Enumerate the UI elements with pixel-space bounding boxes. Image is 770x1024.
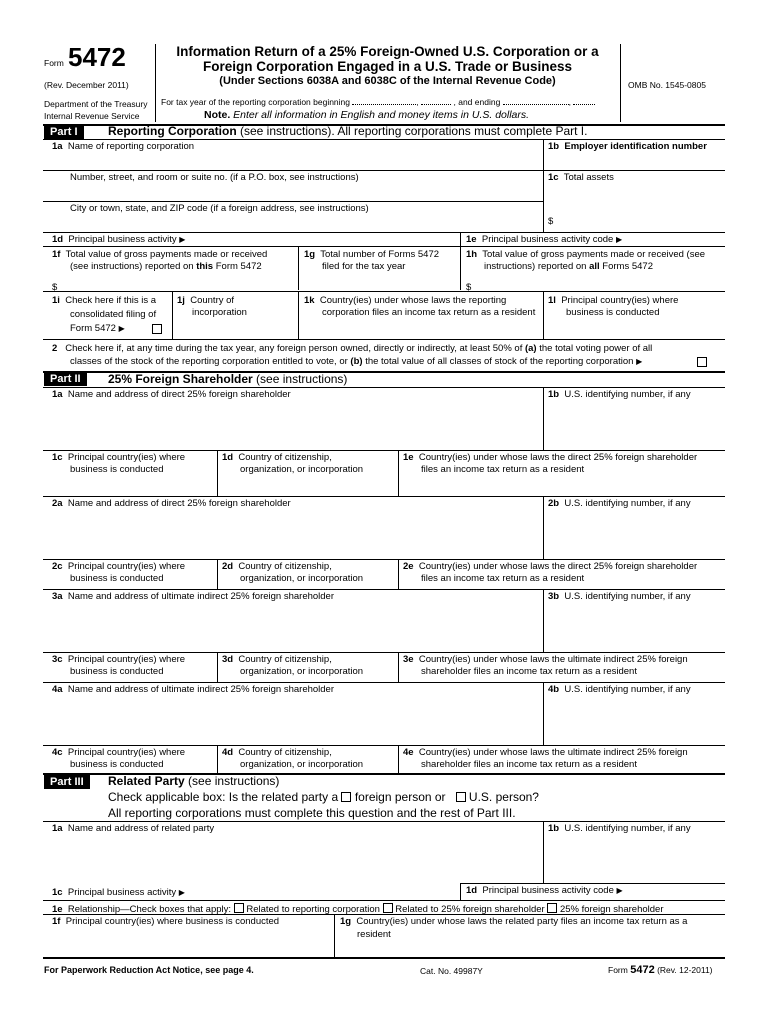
shareholder-name-label: 1a Name and address of direct 25% foreign shareholder (52, 389, 291, 400)
col-divider (298, 246, 299, 290)
department-line2: Internal Revenue Service (44, 111, 140, 121)
shareholder-citizenship-label2: organization, or incorporation (240, 573, 364, 584)
shareholder-country-label: 2c Principal country(ies) where (52, 561, 186, 572)
part1-tag: Part I (44, 125, 84, 139)
rule (43, 652, 725, 653)
shareholder-name-input[interactable] (70, 697, 540, 742)
rule (43, 589, 725, 590)
note-text: Enter all information in English and money items in U.S. dollars. (233, 109, 530, 121)
shareholder-id-label: 2b U.S. identifying number, if any (548, 498, 691, 509)
field-1e-label: 1e Principal business activity code ▶ (466, 234, 623, 245)
shareholder-country-label2: business is conducted (70, 573, 164, 584)
col-divider (543, 387, 544, 450)
shareholder-citizenship-label: 3d Country of citizenship, (222, 654, 332, 665)
consolidated-filing-checkbox[interactable] (152, 324, 162, 334)
foreign-50-percent-checkbox[interactable] (697, 357, 707, 367)
part3-heading (108, 774, 279, 788)
col-divider (543, 291, 544, 339)
col-divider (398, 652, 399, 682)
revision-date: (Rev. December 2011) (44, 80, 129, 90)
rule (43, 559, 725, 560)
field-1b-label: 1b Employer identification number (548, 141, 707, 152)
field-2-line1: 2 Check here if, at any time during the tax year, any foreign person owned, directly or indirectly, at least 50% of (a) the total voting power of all (52, 343, 653, 354)
field-1a-label: 1a Name of reporting corporation (52, 141, 195, 152)
col-divider (460, 883, 461, 900)
shareholder-id-input[interactable] (548, 511, 724, 556)
field-2-line2: classes of the stock of the reporting corporation entitled to vote, or (b) the total value of all classes of stock of the reporting corporation ▶ (70, 356, 643, 367)
shareholder-tax-country-label2: shareholder files an income tax return as a resident (421, 759, 637, 770)
shareholder-tax-country-label: 3e Country(ies) under whose laws the ultimate indirect 25% foreign (403, 654, 688, 665)
field-1c-label: 1c Total assets (548, 172, 614, 183)
part3-tag: Part III (44, 775, 90, 789)
rule (43, 900, 725, 901)
col-divider (398, 450, 399, 496)
rule (43, 139, 725, 140)
rule (43, 246, 725, 247)
col-divider (543, 496, 544, 559)
col-divider (334, 914, 335, 957)
rule (43, 232, 725, 233)
omb-number: OMB No. 1545-0805 (628, 80, 706, 90)
part1-subtitle: (see instructions). All reporting corporations must complete Part I. (240, 124, 588, 138)
shareholder-tax-country-label2: files an income tax return as a resident (421, 573, 585, 584)
tax-year-end-year-field[interactable] (573, 104, 595, 105)
shareholder-id-label: 3b U.S. identifying number, if any (548, 591, 691, 602)
header-divider-left (155, 44, 156, 122)
city-label: City or town, state, and ZIP code (if a foreign address, see instructions) (70, 203, 369, 214)
col-divider (217, 652, 218, 682)
rel-reporting-corp-checkbox[interactable] (234, 903, 244, 913)
form-word: Form (44, 58, 64, 68)
rule (43, 387, 725, 388)
street-input[interactable] (70, 184, 540, 200)
ein-input[interactable] (548, 153, 724, 169)
field-1g-label2: filed for the tax year (322, 261, 406, 272)
col-divider (543, 589, 544, 652)
shareholder-country-label2: business is conducted (70, 464, 164, 475)
col-divider (398, 559, 399, 589)
col-divider (172, 291, 173, 339)
shareholder-tax-country-label: 2e Country(ies) under whose laws the direct 25% foreign shareholder (403, 561, 698, 572)
shareholder-name-label: 4a Name and address of ultimate indirect 25% foreign shareholder (52, 684, 335, 695)
field-1l-label: 1l Principal country(ies) where (548, 295, 679, 306)
related-party-id-input[interactable] (548, 836, 724, 880)
field-1i-label2: consolidated filing of (70, 309, 157, 320)
col-divider (298, 291, 299, 339)
col-divider (217, 559, 218, 589)
field-1k-label: 1k Country(ies) under whose laws the reporting (304, 295, 507, 306)
and-ending-label: , and ending (453, 97, 501, 107)
paperwork-notice: For Paperwork Reduction Act Notice, see page 4. (44, 965, 254, 975)
field-1h-label: 1h Total value of gross payments made or received (see (466, 249, 706, 260)
shareholder-tax-country-label2: files an income tax return as a resident (421, 464, 585, 475)
rule (43, 450, 725, 451)
footer-form-id: Form 5472 (Rev. 12-2011) (608, 964, 713, 976)
note-label: Note. (204, 109, 231, 121)
rule (43, 496, 725, 497)
tax-year-begin-year-field[interactable] (421, 104, 451, 105)
col-divider (543, 682, 544, 745)
col-divider (460, 232, 461, 246)
total-assets-dollar: $ (548, 216, 554, 227)
rule (43, 170, 725, 171)
rule (43, 682, 725, 683)
footer-rule (43, 957, 725, 959)
p3-1d-label: 1d Principal business activity code ▶ (466, 885, 623, 896)
form-number: 5472 (68, 42, 126, 72)
form-title-line1: Information Return of a 25% Foreign-Owned U.S. Corporation or a (176, 44, 599, 59)
rule (43, 291, 725, 292)
shareholder-name-input[interactable] (70, 511, 540, 556)
rule (43, 201, 543, 202)
field-1f-label: 1f Total value of gross payments made or received (52, 249, 268, 260)
shareholder-name-label: 3a Name and address of ultimate indirect 25% foreign shareholder (52, 591, 335, 602)
rule (460, 883, 725, 884)
shareholder-id-input[interactable] (548, 697, 724, 742)
shareholder-id-input[interactable] (548, 402, 724, 447)
col-divider (543, 821, 544, 883)
shareholder-country-label: 4c Principal country(ies) where (52, 747, 186, 758)
field-1i-label: 1i Check here if this is a (52, 295, 157, 306)
related-party-name-input[interactable] (70, 836, 540, 880)
part2-tag: Part II (44, 372, 87, 386)
tax-year-label: For tax year of the reporting corporation beginning (161, 97, 351, 107)
p3-1g-label: 1g Country(ies) under whose laws the related party files an income tax return as a (340, 916, 688, 927)
tax-year-line: For tax year of the reporting corporation beginning , , and ending , (161, 97, 595, 107)
related-foreign-person-checkbox[interactable] (341, 792, 351, 802)
shareholder-tax-country-label: 1e Country(ies) under whose laws the direct 25% foreign shareholder (403, 452, 698, 463)
part3-all-line: All reporting corporations must complete this question and the rest of Part III. (108, 806, 516, 820)
field-1g-input[interactable] (304, 274, 454, 290)
form-title-line2: Foreign Corporation Engaged in a U.S. Trade or Business (202, 59, 573, 74)
total-assets-input[interactable] (558, 214, 724, 230)
field-1l-label2: business is conducted (566, 307, 660, 318)
shareholder-country-label: 3c Principal country(ies) where (52, 654, 186, 665)
rule (43, 339, 725, 340)
cat-number: Cat. No. 49987Y (420, 966, 483, 976)
p3-1c-label: 1c Principal business activity ▶ (52, 887, 185, 898)
field-1k-label2: corporation files an income tax return as a resident (322, 307, 536, 318)
field-1d-label: 1d Principal business activity ▶ (52, 234, 186, 245)
related-us-person-checkbox[interactable] (456, 792, 466, 802)
field-1j-label: 1j Country of (177, 295, 235, 306)
rel-25-shareholder-checkbox[interactable] (383, 903, 393, 913)
shareholder-country-label2: business is conducted (70, 759, 164, 770)
part2-title: 25% Foreign Shareholder (108, 372, 253, 386)
col-divider (460, 246, 461, 290)
shareholder-citizenship-label2: organization, or incorporation (240, 666, 364, 677)
rule (43, 745, 725, 746)
city-input[interactable] (70, 215, 540, 231)
street-label: Number, street, and room or suite no. (if a P.O. box, see instructions) (70, 172, 359, 183)
shareholder-country-label: 1c Principal country(ies) where (52, 452, 186, 463)
shareholder-tax-country-label: 4e Country(ies) under whose laws the ultimate indirect 25% foreign (403, 747, 688, 758)
field-1f-dollar: $ (52, 282, 58, 293)
p3-1a-label: 1a Name and address of related party (52, 823, 215, 834)
field-1g-label: 1g Total number of Forms 5472 (304, 249, 440, 260)
part1-heading (108, 124, 587, 138)
field-1f-input[interactable] (62, 280, 292, 291)
department-line1: Department of the Treasury (44, 99, 148, 109)
shareholder-citizenship-label: 2d Country of citizenship, (222, 561, 332, 572)
col-divider (217, 745, 218, 773)
field-1h-input[interactable] (476, 280, 721, 291)
tax-year-begin-field[interactable] (352, 104, 416, 105)
rule (43, 914, 725, 915)
col-divider (217, 450, 218, 496)
part3-title: Related Party (108, 774, 185, 788)
reporting-corp-name-input[interactable] (70, 153, 540, 169)
shareholder-name-label: 2a Name and address of direct 25% foreign shareholder (52, 498, 291, 509)
shareholder-name-input[interactable] (70, 604, 540, 649)
field-1j-label2: incorporation (192, 307, 247, 318)
rel-is-25-shareholder-checkbox[interactable] (547, 903, 557, 913)
field-1h-dollar: $ (466, 282, 472, 293)
shareholder-citizenship-label: 1d Country of citizenship, (222, 452, 332, 463)
shareholder-citizenship-label: 4d Country of citizenship, (222, 747, 332, 758)
p3-1e-line: 1e Relationship—Check boxes that apply: Related to reporting corporation Related to 25% foreign shareholder 25% foreign shareholder (52, 904, 664, 915)
shareholder-id-input[interactable] (548, 604, 724, 649)
header-divider-right (620, 44, 621, 122)
part1-title: Reporting Corporation (108, 124, 237, 138)
part2-heading (108, 372, 347, 386)
shareholder-tax-country-label2: shareholder files an income tax return as a resident (421, 666, 637, 677)
p3-1f-label: 1f Principal country(ies) where business is conducted (52, 916, 280, 927)
note-line (204, 109, 529, 121)
form-subtitle: (Under Sections 6038A and 6038C of the Internal Revenue Code) (219, 75, 556, 87)
field-1h-label2: instructions) reported on all Forms 5472 (484, 261, 653, 272)
shareholder-citizenship-label2: organization, or incorporation (240, 759, 364, 770)
part3-subtitle: (see instructions) (188, 774, 280, 788)
shareholder-citizenship-label2: organization, or incorporation (240, 464, 364, 475)
tax-year-end-field[interactable] (503, 104, 569, 105)
col-divider (543, 139, 544, 232)
p3-1b-label: 1b U.S. identifying number, if any (548, 823, 691, 834)
part3-check-line: Check applicable box: Is the related party a foreign person or U.S. person? (108, 790, 539, 804)
part2-subtitle: (see instructions) (256, 372, 348, 386)
shareholder-name-input[interactable] (70, 402, 540, 447)
shareholder-id-label: 1b U.S. identifying number, if any (548, 389, 691, 400)
p3-1g-label2: resident (357, 929, 391, 940)
field-1f-label2: (see instructions) reported on this Form 5472 (70, 261, 262, 272)
field-1i-label3: Form 5472 ▶ (70, 323, 125, 334)
col-divider (398, 745, 399, 773)
rule (43, 821, 725, 822)
shareholder-id-label: 4b U.S. identifying number, if any (548, 684, 691, 695)
shareholder-country-label2: business is conducted (70, 666, 164, 677)
